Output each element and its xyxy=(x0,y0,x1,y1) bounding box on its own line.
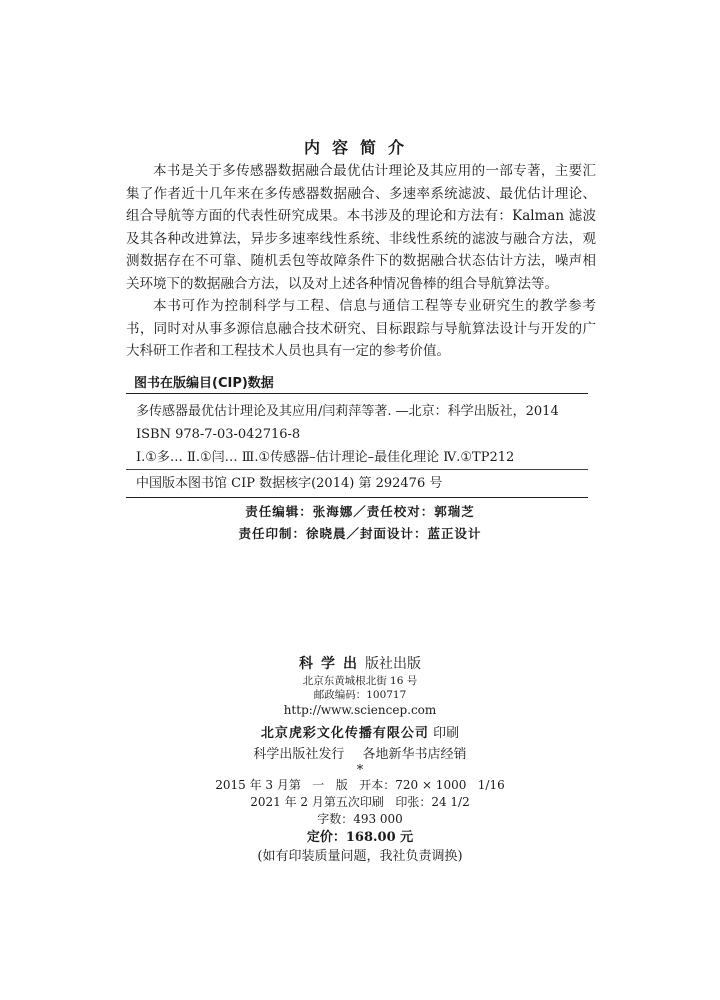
summary-paragraph-2: 本书可作为控制科学与工程、信息与通信工程等专业研究生的教学参考书，同时对从事多源信息融合技术研究、目标跟踪与导航算法设计与开发的广大科研工作者和工程技术人员也具有一定的参考价值。 xyxy=(126,298,596,359)
format-info: 开本：720 × 1000 1/16 xyxy=(359,778,505,792)
summary-paragraph-1: 本书是关于多传感器数据融合最优估计理论及其应用的一部专著，主要汇集了作者近十几年来在多传感器数据融合、多速率系统滤波、最优估计理论、组合导航等方面的代表性研究成果。本书涉及的理论和方法有：Kalman 滤波及其各种改进算法，异步多速率线性系统、非线性系统的滤波与融合方法，观测数据存在不可靠、随机丢包等故障条件下的数据融合状态估计方法，噪声相关环境下的数据融合方法，以及对上述各种情况鲁棒的组合导航算法等。 xyxy=(126,163,596,292)
printer-name: 北京虎彩文化传播有限公司 xyxy=(260,726,429,741)
printing-row xyxy=(0,794,720,811)
separator-star: * xyxy=(356,763,364,778)
publisher-line xyxy=(0,654,720,674)
cip-classification: Ⅰ.①多… Ⅱ.①闫… Ⅲ.①传感器–估计理论–最佳化理论 Ⅳ.①TP212 xyxy=(126,446,588,470)
cip-isbn: ISBN 978-7-03-042716-8 xyxy=(136,427,301,442)
edition-row xyxy=(0,777,720,794)
publisher-logo: 科学出 xyxy=(299,656,365,672)
publisher-suffix: 版社出版 xyxy=(365,656,421,672)
editorial-credits xyxy=(0,501,720,545)
word-count: 字数：493 000 xyxy=(317,812,403,826)
cip-block xyxy=(126,372,588,498)
cip-box xyxy=(126,393,588,498)
cip-heading: 图书在版编目(CIP)数据 xyxy=(134,376,274,391)
quality-note: (如有印装质量问题，我社负责调换) xyxy=(257,849,463,864)
credits-line-1: 责任编辑：张海娜／责任校对：郭瑞芝 xyxy=(245,504,475,519)
price: 定价：168.00 元 xyxy=(306,830,414,845)
publisher-url: http://www.sciencep.com xyxy=(283,703,437,717)
print-date: 2021 年 2 月第五次印刷 xyxy=(250,795,384,809)
colophon xyxy=(0,654,720,867)
printer-suffix: 印刷 xyxy=(433,726,460,741)
printer-line xyxy=(0,723,720,745)
publisher-address: 北京东黄城根北街 16 号 xyxy=(302,675,418,687)
distribution-line: 科学出版社发行 各地新华书店经销 xyxy=(253,747,467,762)
credits-line-2: 责任印制：徐晓晨／封面设计：蓝正设计 xyxy=(238,526,482,541)
summary-body xyxy=(126,160,596,363)
summary-title: 内容简介 xyxy=(303,138,416,157)
sheets-info: 印张：24 1/2 xyxy=(395,795,470,809)
edition-date: 2015 年 3 月第 一 版 xyxy=(215,778,348,792)
cip-number: 中国版本图书馆 CIP 数据核字(2014) 第 292476 号 xyxy=(136,476,443,491)
cip-title-line: 多传感器最优估计理论及其应用/闫莉萍等著. —北京：科学出版社，2014 xyxy=(136,404,559,419)
publisher-postcode: 邮政编码：100717 xyxy=(313,689,407,701)
